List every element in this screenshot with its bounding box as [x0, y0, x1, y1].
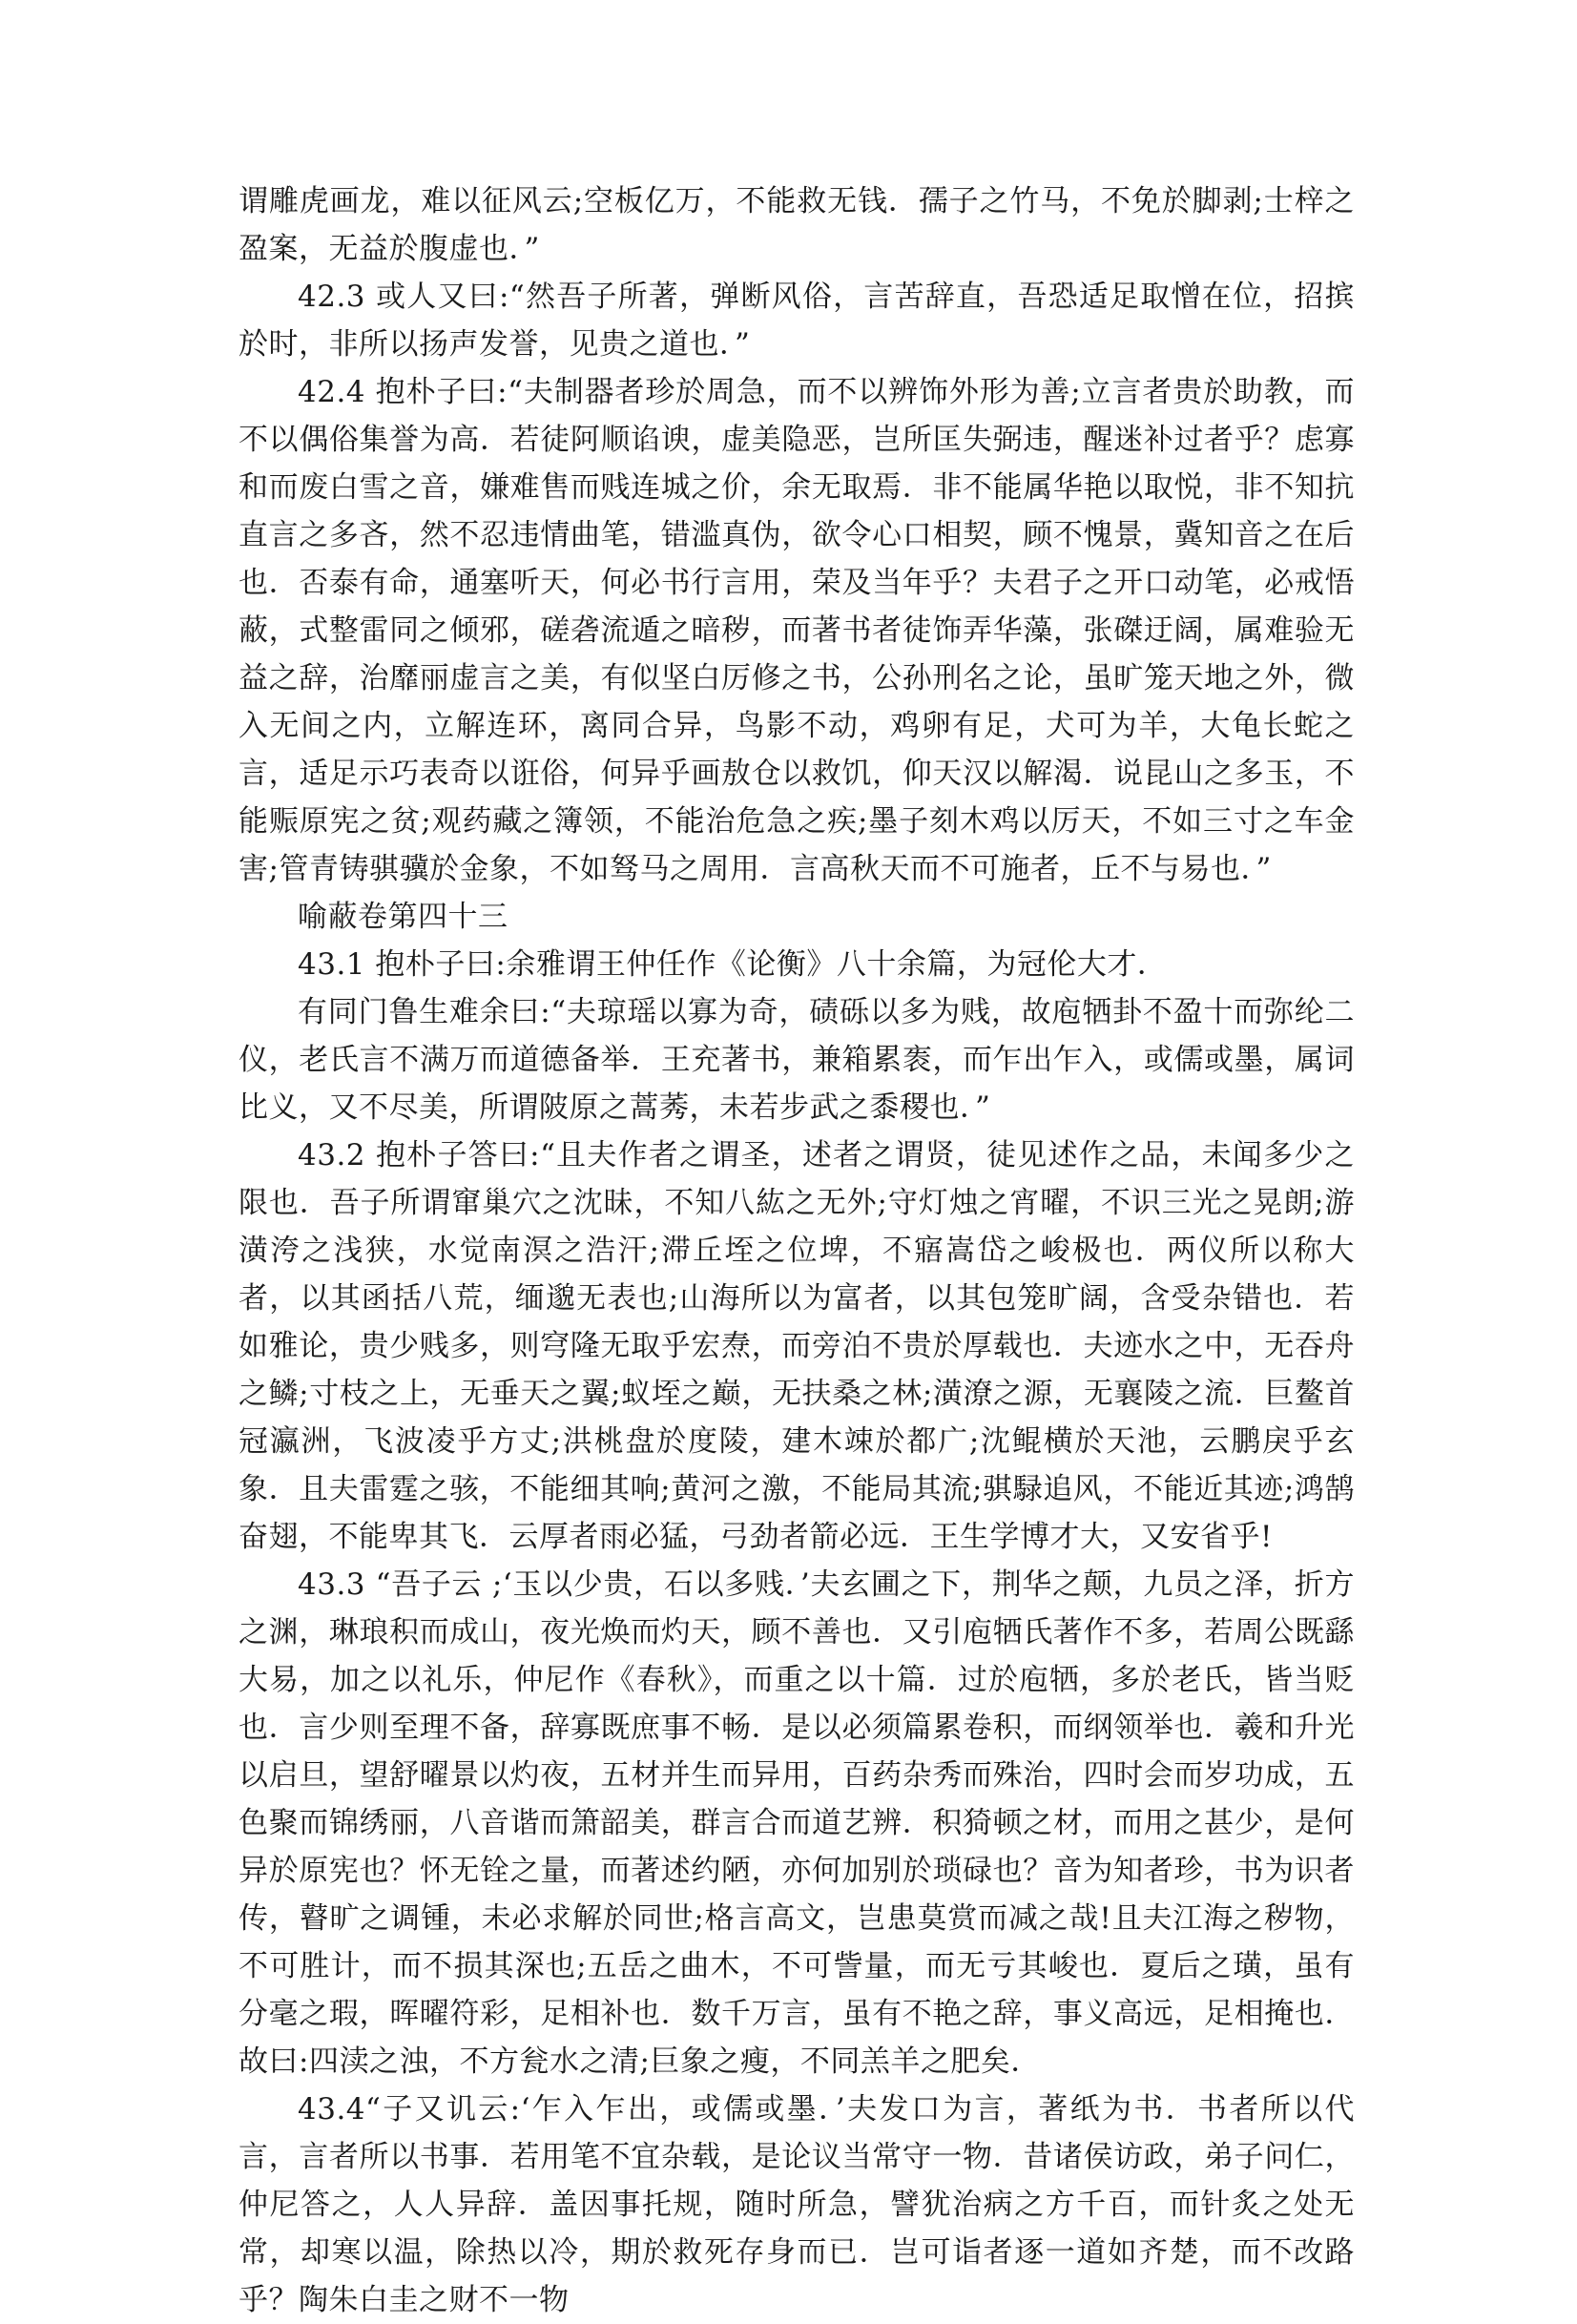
paragraph-42-4: 42.4 抱朴子曰:“夫制器者珍於周急，而不以辨饰外形为善;立言者贵於助教，而不以偶俗集誉为高．若徒阿顺谄谀，虚美隐恶，岂所匡失弼违，醒迷补过者乎？虑寡和而废白雪之音，嫌难售而贱连城之价，余无取焉．非不能属华艳以取悦，非不知抗直言之多吝，然不忍违情曲笔，错滥真伪，欲令心口相契，顾不愧景，冀知音之在后也．否泰有命，通塞听天，何必书行言用，荣及当年乎？夫君子之开口动笔，必戒悟蔽，式整雷同之倾邪，磋砻流遁之暗秽，而著书者徒饰弄华藻，张磔迂阔，属难验无益之辞，治靡丽虚言之美，有似坚白厉修之书，公孙刑名之论，虽旷笼天地之外，微入无间之内，立解连环，离同合异，鸟影不动，鸡卵有足，犬可为羊，大龟长蛇之言，适足示巧表奇以诳俗，何异乎画敖仓以救饥，仰天汉以解渴．说昆山之多玉，不能赈原宪之贫;观药藏之簿领，不能治危急之疾;墨子刻木鸡以厉天，不如三寸之车金害;管青铸骐骥於金象，不如驽马之周用．言高秋天而不可施者，丘不与易也．” — [239, 375, 1355, 886]
paragraph-43-1: 43.1 抱朴子曰:余雅谓王仲任作《论衡》八十余篇，为冠伦大才． — [298, 947, 1168, 982]
chapter-heading: 喻蔽卷第四十三 — [298, 900, 508, 934]
paragraph-43-2: 43.2 抱朴子答曰:“且夫作者之谓圣，述者之谓贤，徒见述作之品，未闻多少之限也．吾子所谓窜巢穴之沈昧，不知八紘之无外;守灯烛之宵曜，不识三光之晃朗;游潢洿之浅狭，水觉南溟之浩汗;滞丘垤之位埤，不寤嵩岱之峻极也．两仪所以称大者，以其函括八荒，缅邈无表也;山海所以为富者，以其包笼旷阔，含受杂错也．若如雅论，贵少贱多，则穹隆无取乎宏焘，而旁泊不贵於厚载也．夫迹水之中，无吞舟之鳞;寸枝之上，无垂天之翼;蚁垤之巅，无扶桑之林;潢潦之源，无襄陵之流．巨鳌首冠瀛洲，飞波凌乎方丈;洪桃盘於度陵，建木竦於都广;沈鲲横於天池，云鹏戾乎玄象．且夫雷霆之骇，不能细其响;黄河之激，不能局其流;骐騄追风，不能近其迹;鸿鹄奋翅，不能卑其飞．云厚者雨必猛，弓劲者箭必远．王生学博才大，又安省乎! — [239, 1138, 1355, 1554]
paragraph-43-3: 43.3 “吾子云 ;‘玉以少贵，石以多贱．’夫玄圃之下，荆华之颠，九员之泽，折方之渊，琳琅积而成山，夜光焕而灼天，顾不善也．又引庖牺氏著作不多，若周公既繇大易，加之以礼乐，仲尼作《春秋》，而重之以十篇．过於庖牺，多於老氏，皆当贬也．言少则至理不备，辞寡既庶事不畅．是以必须篇累卷积，而纲领举也．羲和升光以启旦，望舒曜景以灼夜，五材并生而异用，百药杂秀而殊治，四时会而岁功成，五色聚而锦绣丽，八音谐而箫韶美，群言合而道艺辨．积猗顿之材，而用之甚少，是何异於原宪也？怀无铨之量，而著述约陋，亦何加别於琐碌也？音为知者珍，书为识者传，瞽旷之调锺，未必求解於同世;格言高文，岂患莫赏而减之哉!且夫江海之秽物，不可胜计，而不损其深也;五岳之曲木，不可訾量，而无亏其峻也．夏后之璜，虽有分毫之瑕，晖曜符彩，足相补也．数千万言，虽有不艳之辞，事义高远，足相掩也．故曰:四渎之浊，不方瓮水之清;巨象之瘦，不同羔羊之肥矣． — [239, 1567, 1355, 2079]
paragraph-continuation: 谓雕虎画龙，难以征风云;空板亿万，不能救无钱．孺子之竹马，不免於脚剥;士梓之盈案，无益於腹虚也．” — [239, 184, 1355, 266]
document-page — [239, 177, 1355, 2324]
paragraph-42-3: 42.3 或人又曰:“然吾子所著，弹断风俗，言苦辞直，吾恐适足取憎在位，招摈於时，非所以扬声发誉，见贵之道也．” — [239, 280, 1355, 362]
paragraph-43-4: 43.4“子又讥云:‘乍入乍出，或儒或墨．’夫发口为言，著纸为书．书者所以代言，言者所以书事．若用笔不宜杂载，是论议当常守一物．昔诸侯访政，弟子问仁，仲尼答之，人人异辞．盖因事托规，随时所急，譬犹治病之方千百，而针炙之处无常，却寒以温，除热以冷，期於救死存身而已．岂可诣者逐一道如齐楚，而不改路乎？陶朱白圭之财不一物 — [239, 2092, 1355, 2317]
paragraph-objection: 有同门鲁生难余曰:“夫琼瑶以寡为奇，碛砾以多为贱，故庖牺卦不盈十而弥纶二仪，老氏言不满万而道德备举．王充著书，兼箱累袠，而乍出乍入，或儒或墨，属词比义，又不尽美，所谓陂原之蒿莠，未若步武之黍稷也．” — [239, 995, 1355, 1125]
